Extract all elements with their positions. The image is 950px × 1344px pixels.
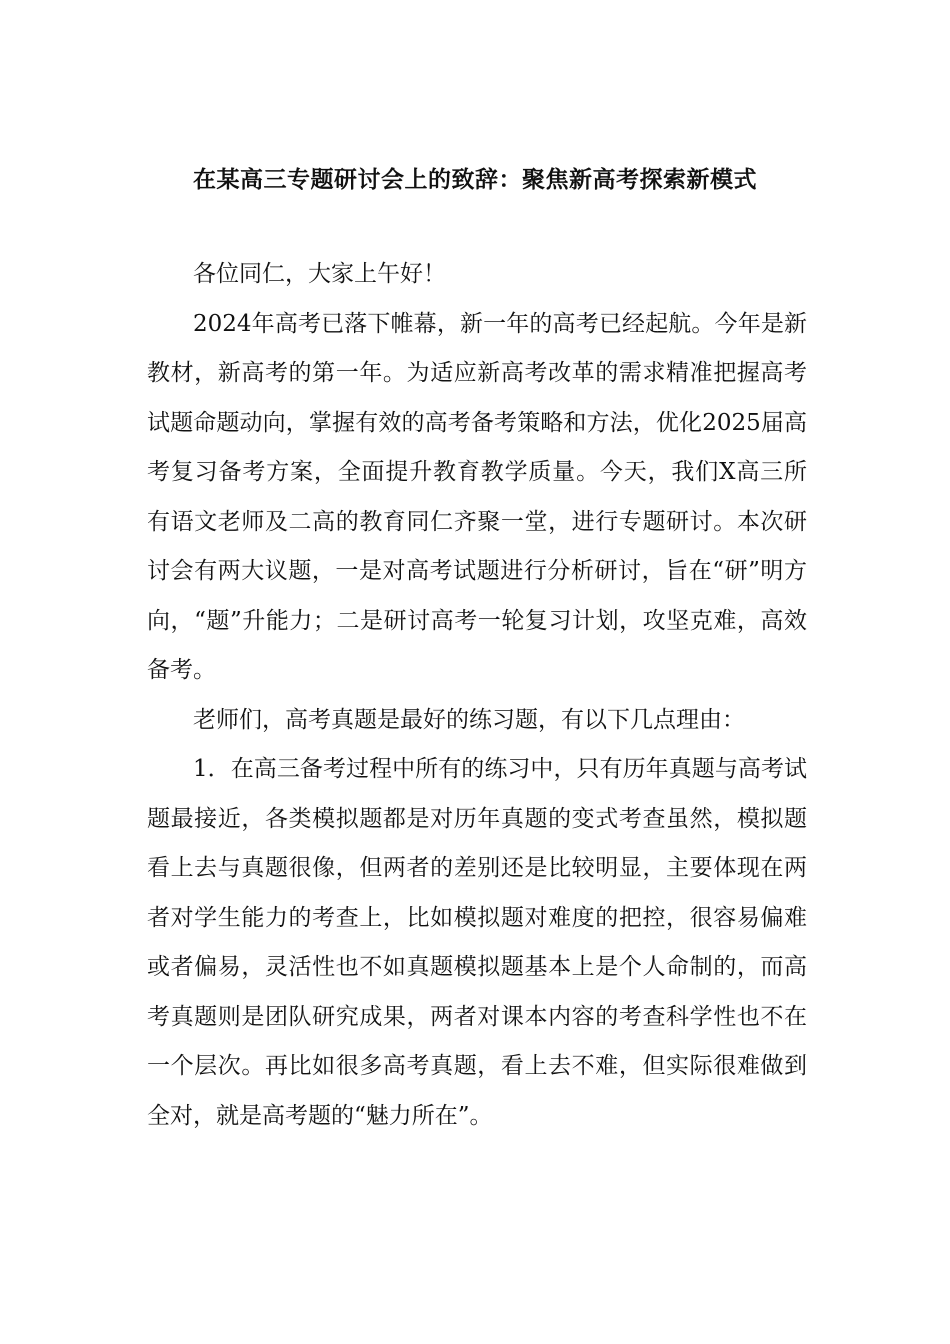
paragraph-reasons-lead: 老师们，高考真题是最好的练习题，有以下几点理由： xyxy=(193,706,745,733)
document-body xyxy=(147,250,807,1141)
paragraph-reason-1: 1．在高三备考过程中所有的练习中，只有历年真题与高考试题最接近，各类模拟题都是对历年真题的变式考查虽然，模拟题看上去与真题很像，但两者的差别还是比较明显，主要体现在两者对学生能力的考查上，比如模拟题对难度的把控，很容易偏难或者偏易，灵活性也不如真题模拟题基本上是个人命制的，而高考真题则是团队研究成果，两者对课本内容的考查科学性也不在一个层次。再比如很多高考真题，看上去不难，但实际很难做到全对，就是高考题的“魅力所在”。 xyxy=(147,756,807,1129)
paragraph-intro: 2024年高考已落下帷幕，新一年的高考已经起航。今年是新教材，新高考的第一年。为适应新高考改革的需求精准把握高考试题命题动向，掌握有效的高考备考策略和方法，优化2025届高考复习备考方案，全面提升教育教学质量。今天，我们X高三所有语文老师及二高的教育同仁齐聚一堂，进行专题研讨。本次研讨会有两大议题，一是对高考试题进行分析研讨，旨在“研”明方向，“题”升能力；二是研讨高考一轮复习计划，攻坚克难，高效备考。 xyxy=(147,310,807,683)
document-title: 在某高三专题研讨会上的致辞：聚焦新高考探索新模式 xyxy=(193,166,757,193)
paragraph-greeting: 各位同仁，大家上午好！ xyxy=(193,261,446,287)
